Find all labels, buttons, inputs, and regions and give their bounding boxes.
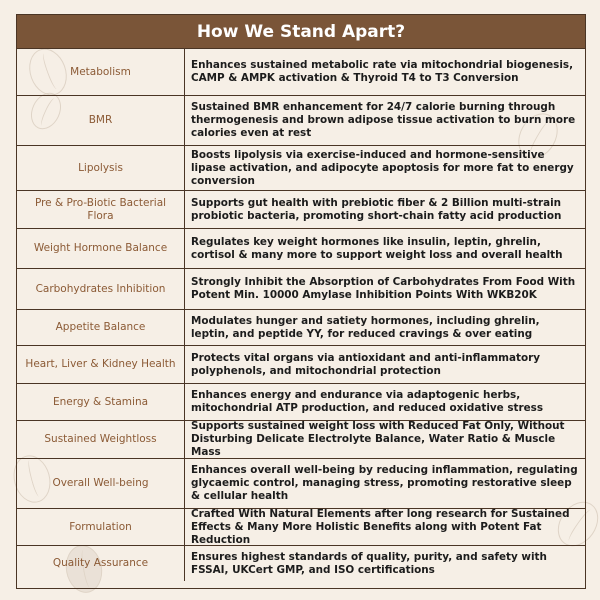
row-label: Pre & Pro-Biotic Bacterial Flora <box>17 190 185 228</box>
row-label: Overall Well-being <box>17 458 185 508</box>
row-label: Quality Assurance <box>17 545 185 581</box>
row-label: BMR <box>17 95 185 145</box>
row-description: Enhances energy and endurance via adaptogenic herbs, mitochondrial ATP production, and reduced oxidative stress <box>185 383 585 420</box>
panel-title: How We Stand Apart? <box>17 15 585 48</box>
row-description: Modulates hunger and satiety hormones, including ghrelin, leptin, and peptide YY, for reduced cravings & over eating <box>185 309 585 345</box>
row-label: Energy & Stamina <box>17 383 185 420</box>
row-description: Supports sustained weight loss with Reduced Fat Only, Without Disturbing Delicate Electrolyte Balance, Water Ratio & Muscle Mass <box>185 420 585 458</box>
row-label: Carbohydrates Inhibition <box>17 268 185 309</box>
row-description: Protects vital organs via antioxidant and anti-inflammatory polyphenols, and mitochondrial protection <box>185 345 585 383</box>
row-label: Weight Hormone Balance <box>17 228 185 268</box>
row-label: Sustained Weightloss <box>17 420 185 458</box>
row-label: Appetite Balance <box>17 309 185 345</box>
row-label: Heart, Liver & Kidney Health <box>17 345 185 383</box>
row-description: Boosts lipolysis via exercise-induced and hormone-sensitive lipase activation, and adipocyte apoptosis for more fat to energy conversion <box>185 145 585 190</box>
comparison-panel <box>16 14 586 589</box>
row-description: Crafted With Natural Elements after long research for Sustained Effects & Many More Holistic Benefits along with Potent Fat Reduction <box>185 508 585 545</box>
row-description: Sustained BMR enhancement for 24/7 calorie burning through thermogenesis and brown adipose tissue activation to burn more calories even at rest <box>185 95 585 145</box>
row-label: Metabolism <box>17 48 185 95</box>
row-description: Enhances overall well-being by reducing inflammation, regulating glycaemic control, managing stress, promoting restorative sleep & cellular health <box>185 458 585 508</box>
features-table <box>17 48 585 581</box>
row-description: Enhances sustained metabolic rate via mitochondrial biogenesis, CAMP & AMPK activation & Thyroid T4 to T3 Conversion <box>185 48 585 95</box>
row-label: Formulation <box>17 508 185 545</box>
row-description: Strongly Inhibit the Absorption of Carbohydrates From Food With Potent Min. 10000 Amylase Inhibition Points With WKB20K <box>185 268 585 309</box>
row-description: Ensures highest standards of quality, purity, and safety with FSSAI, UKCert GMP, and ISO certifications <box>185 545 585 581</box>
row-description: Supports gut health with prebiotic fiber & 2 Billion multi-strain probiotic bacteria, promoting short-chain fatty acid production <box>185 190 585 228</box>
row-description: Regulates key weight hormones like insulin, leptin, ghrelin, cortisol & many more to support weight loss and overall health <box>185 228 585 268</box>
row-label: Lipolysis <box>17 145 185 190</box>
